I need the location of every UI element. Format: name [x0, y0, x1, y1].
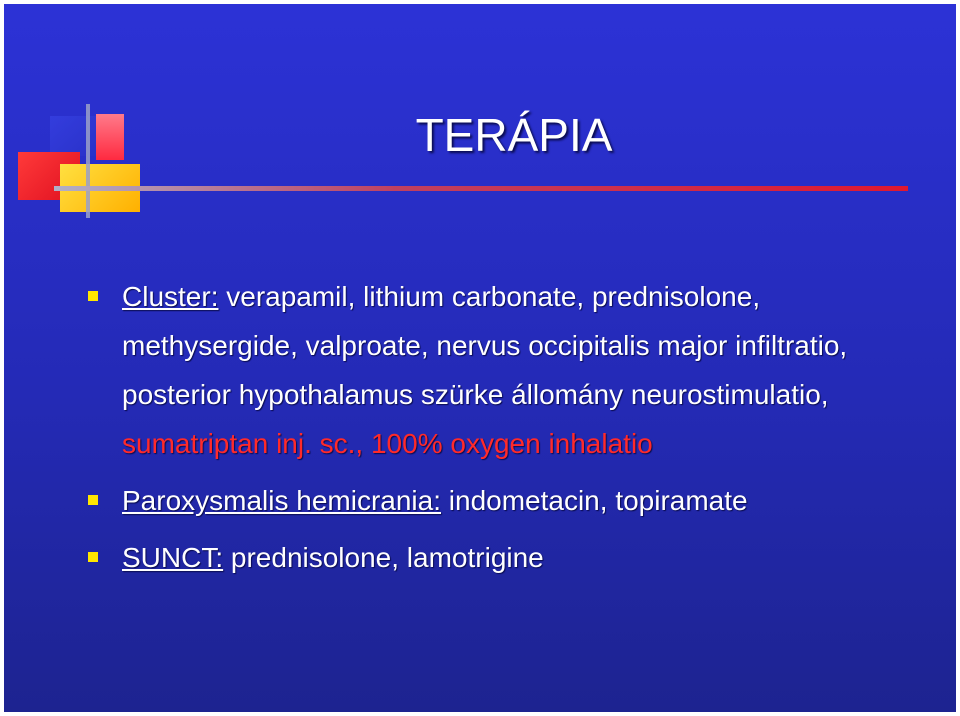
bullet-text: prednisolone, lamotrigine [223, 542, 544, 573]
bullet-square-icon [88, 291, 98, 301]
decor-blue-square [50, 116, 98, 156]
bullet-item-paroxysmalis-hemicrania [88, 476, 868, 525]
bullet-square-icon [88, 495, 98, 505]
bullet-highlight: sumatriptan inj. sc., 100% oxygen inhalatio [122, 428, 653, 459]
bullet-label: Paroxysmalis hemicrania: [122, 485, 441, 516]
bullet-text: indometacin, topiramate [441, 485, 748, 516]
bullet-item-cluster [88, 272, 868, 468]
decor-vertical-line [86, 104, 90, 218]
slide [4, 4, 956, 712]
bullet-item-sunct [88, 533, 868, 582]
decor-pink-square [96, 114, 124, 160]
bullet-label: Cluster: [122, 281, 219, 312]
bullet-list [88, 272, 868, 590]
bullet-square-icon [88, 552, 98, 562]
bullet-text: verapamil, lithium carbonate, prednisolone, methysergide, valproate, nervus occipitalis major infiltratio, posterior hypothalamus szürke állomány neurostimulatio, [122, 281, 848, 410]
decor-horizontal-line [54, 186, 908, 191]
slide-title: TERÁPIA [415, 109, 613, 161]
bullet-label: SUNCT: [122, 542, 224, 573]
